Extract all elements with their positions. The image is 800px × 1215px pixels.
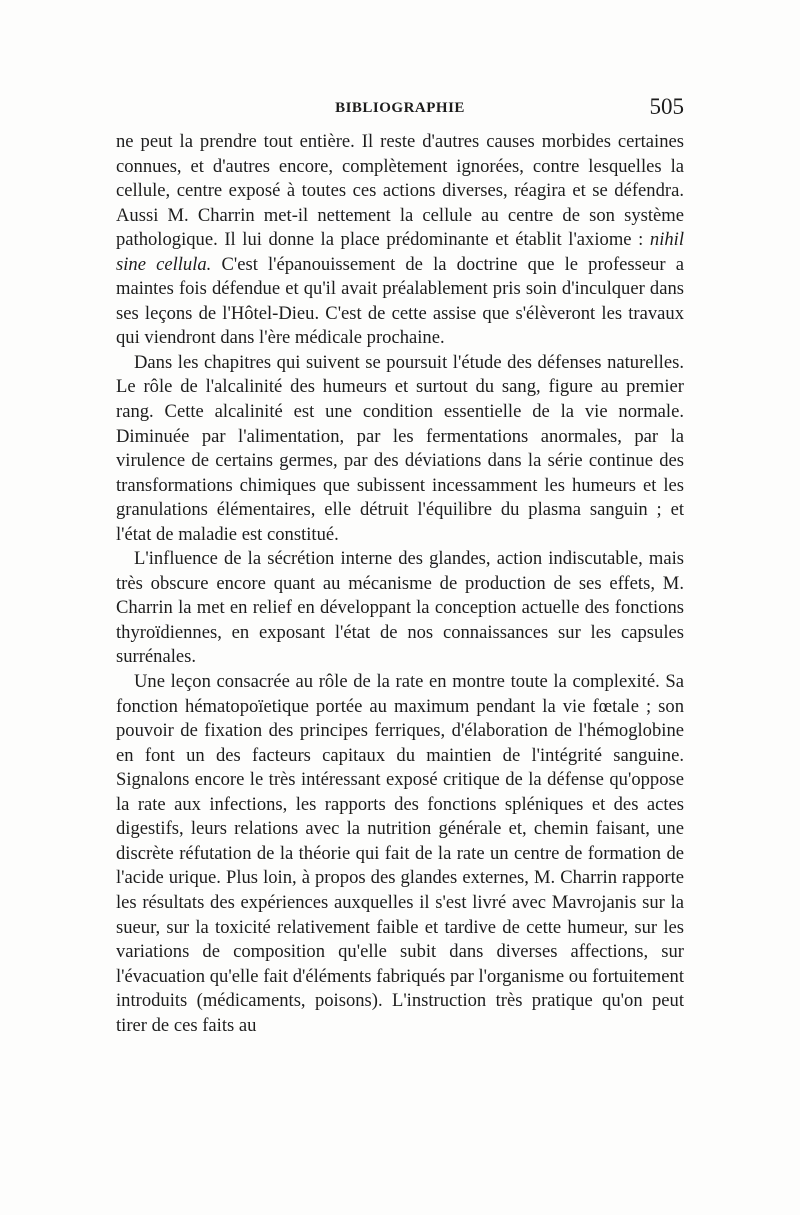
paragraph-3: L'influence de la sécrétion interne des glandes, action indiscutable, mais très obscure encore quant au mécanisme de production de ses effets, M. Charrin la met en relief en développant la conception actuelle des fonctions thyroïdiennes, en exposant l'état de nos connaissances sur les capsules surrénales. — [116, 548, 684, 668]
paragraph-1 — [116, 130, 684, 351]
latin-axiom: nihil sine cellula. — [116, 229, 684, 275]
page-header — [116, 96, 684, 126]
paragraph-1-text-start: ne peut la prendre tout entière. Il reste d'autres causes morbides certaines connues, et d'autres encore, complètement ignorées, contre lesquelles la cellule, centre exposé à toutes ces actions diverses, réagira et se défendra. Aussi M. Charrin met-il nettement la cellule au centre de son système pathologique. Il lui donne la place prédominante et établit l'axiome : — [116, 131, 684, 251]
paragraph-2: Dans les chapitres qui suivent se poursuit l'étude des défenses naturelles. Le rôle de l'alcalinité des humeurs et surtout du sang, figure au premier rang. Cette alcalinité est une condition essentielle de la vie normale. Diminuée par l'alimentation, par les fermentations anormales, par la virulence de certains germes, par des déviations dans la série continue des transformations chimiques que subissent incessamment les humeurs et les granulations élémentaires, elle détruit l'équilibre du plasma sanguin ; et l'état de maladie est constitué. — [116, 351, 684, 545]
page-number: 505 — [649, 94, 684, 119]
running-title: BIBLIOGRAPHIE — [335, 100, 465, 116]
body-text — [116, 130, 684, 1038]
paragraph-4: Une leçon consacrée au rôle de la rate en montre toute la complexité. Sa fonction hématopoïetique portée au maximum pendant la vie fœtale ; son pouvoir de fixation des principes ferriques, d'élaboration de l'hémoglobine en font un des facteurs capitaux du maintien de l'intégrité sanguine. Signalons encore le très intéressant exposé critique de la défense qu'oppose la rate aux infections, les rapports des fonctions spléniques et des actes digestifs, leurs relations avec la nutrition générale et, chemin faisant, une discrète réfutation de la théorie qui fait de la rate un centre de formation de l'acide urique. Plus loin, à propos des glandes externes, M. Charrin rapporte les résultats des expériences auxquelles il s'est livré avec Mavrojanis sur la sueur, sur la toxicité relativement faible et tardive de cette humeur, sur les variations de composition qu'elle subit dans diverses affections, sur l'évacuation qu'elle fait d'éléments fabriqués par l'organisme ou fortuitement introduits (médicaments, poisons). L'instruction très pratique qu'on peut tirer de ces faits au — [116, 671, 684, 1036]
paragraph-1-text-end: C'est l'épanouissement de la doctrine que le professeur a maintes fois défendue et qu'il avait préalablement pris soin d'inculquer dans ses leçons de l'Hôtel-Dieu. C'est de cette assise que s'élèveront les travaux qui viendront dans l'ère médicale prochaine. — [116, 253, 684, 349]
